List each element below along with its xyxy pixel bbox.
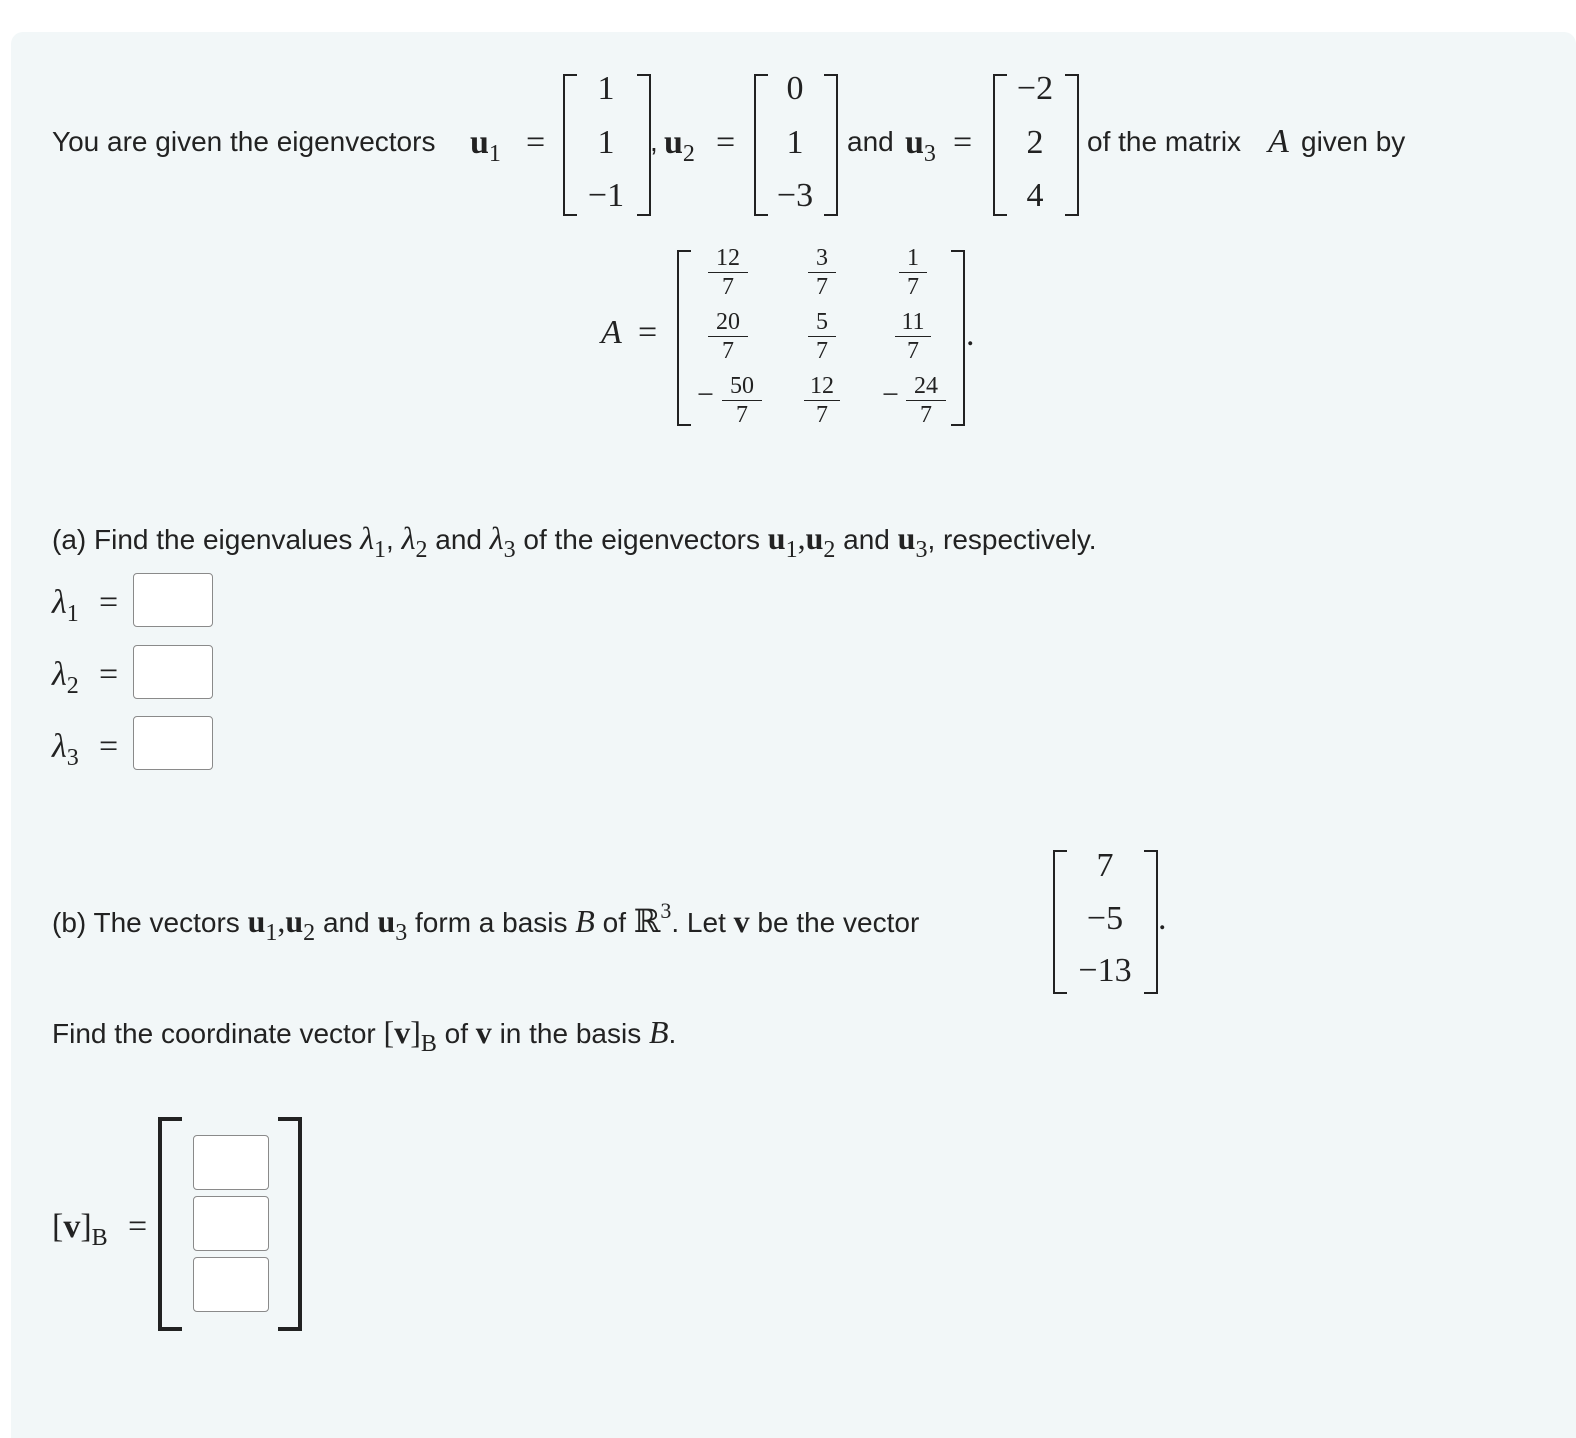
u3-entry: 2	[1026, 124, 1044, 161]
lambda2-equals: =	[99, 656, 119, 693]
u2-entry: −3	[776, 177, 814, 214]
matrix-A-left-bracket	[677, 250, 691, 426]
matrix-A-symbol: A	[1268, 123, 1289, 160]
matrix-A-entry: 5 7	[808, 309, 836, 364]
u2-entry: 0	[786, 70, 804, 107]
matrix-A-entry: 11 7	[895, 309, 931, 364]
u1-entry: −1	[587, 177, 625, 214]
lambda1-label: $\lambda_1$	[52, 584, 79, 627]
matrix-A-entry: 12 7	[804, 373, 840, 428]
matrix-A-entry: 12 7	[708, 245, 748, 300]
comma: ,	[650, 126, 658, 157]
matrix-A-minus-sign: −	[882, 378, 899, 411]
matrix-A-entry: 50 7	[722, 373, 762, 428]
u2-entry: 1	[786, 124, 804, 161]
lambda2-input[interactable]	[133, 645, 213, 699]
coord-vector-equals: =	[128, 1208, 148, 1245]
vector-v-period: .	[1158, 900, 1167, 937]
matrix-A-entry: 24 7	[906, 373, 946, 428]
lambda3-label: $\lambda_3$	[52, 728, 79, 771]
coord-input-3[interactable]	[193, 1257, 269, 1312]
u3-entry: 4	[1026, 177, 1044, 214]
matrix-A-entry: 20 7	[708, 309, 748, 364]
coord-vector-label: $[v]_B$	[52, 1208, 108, 1251]
intro-tail-post: given by	[1301, 126, 1406, 157]
lambda2-label: $\lambda_2$	[52, 656, 79, 699]
vector-v-entry: −13	[1078, 952, 1132, 989]
and-text: and	[847, 126, 894, 157]
lambda1-equals: =	[99, 584, 119, 621]
u1-right-bracket	[637, 74, 651, 216]
u3-entry: −2	[1016, 70, 1054, 107]
matrix-A-label: A	[601, 314, 622, 351]
matrix-A-entry: 3 7	[808, 245, 836, 300]
u1-symbol: $u_1$	[470, 124, 501, 167]
intro-tail-pre: of the matrix	[1087, 126, 1242, 157]
coord-input-1[interactable]	[193, 1135, 269, 1190]
u1-entry: 1	[597, 124, 615, 161]
coord-vector-left-bracket	[158, 1117, 182, 1331]
u1-equals: =	[526, 124, 546, 161]
lambda1-input[interactable]	[133, 573, 213, 627]
u2-equals: =	[716, 124, 736, 161]
matrix-A-minus-sign: −	[697, 378, 714, 411]
matrix-A-equals: =	[638, 314, 658, 351]
vector-v-entry: −5	[1086, 900, 1124, 937]
part-b-prompt: (b) The vectors u1,u2 and u3 form a basis B of ℝ$^3$. Let v be the vector	[52, 898, 920, 946]
lambda3-equals: =	[99, 728, 119, 765]
matrix-A-right-bracket	[951, 250, 965, 426]
coord-vector-right-bracket	[278, 1117, 302, 1331]
matrix-A-entry: 1 7	[899, 245, 927, 300]
u1-entry: 1	[597, 70, 615, 107]
vector-v-right-bracket	[1144, 850, 1158, 994]
matrix-A-period: .	[966, 316, 975, 353]
coord-input-2[interactable]	[193, 1196, 269, 1251]
u2-right-bracket	[824, 74, 838, 216]
u3-symbol: $u_3$	[905, 124, 936, 167]
u3-right-bracket	[1065, 74, 1079, 216]
u2-symbol: $u_2$	[664, 124, 695, 167]
part-a-prompt: (a) Find the eigenvalues λ1, λ2 and λ3 of the eigenvectors u1,u2 and u3, respectively.	[52, 520, 1097, 563]
u3-equals: =	[953, 124, 973, 161]
intro-lead: You are given the eigenvectors	[52, 126, 436, 157]
vector-v-entry: 7	[1096, 847, 1114, 884]
find-coordinate-prompt: Find the coordinate vector [v]B of v in the basis B.	[52, 1014, 677, 1057]
lambda3-input[interactable]	[133, 716, 213, 770]
